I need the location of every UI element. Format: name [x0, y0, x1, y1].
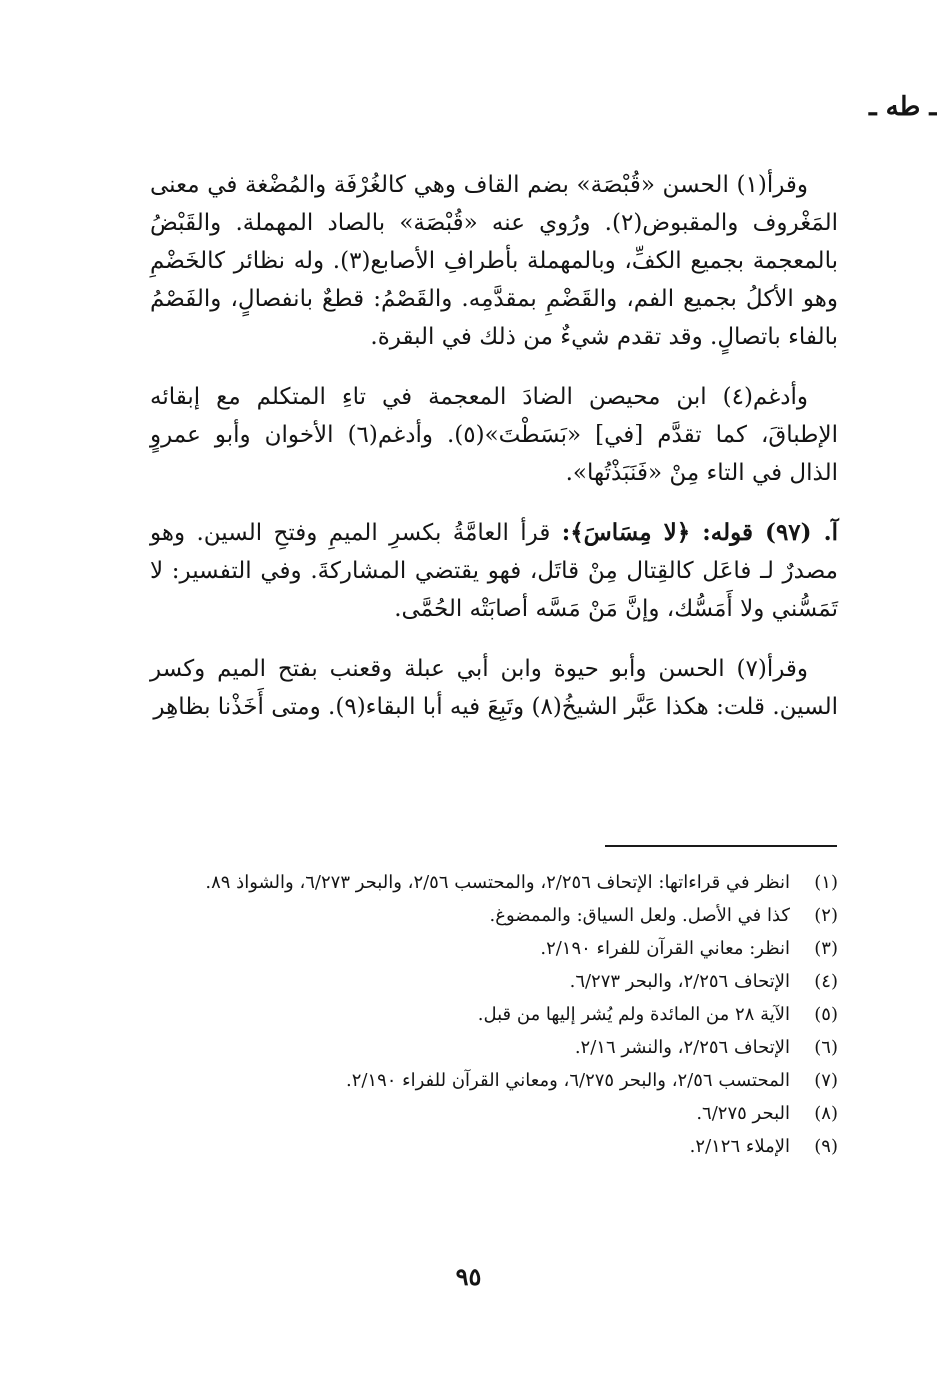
footnote-number: (٥): [814, 1004, 838, 1025]
footnote-item: [130, 932, 838, 965]
footnote-item: [130, 1064, 838, 1097]
footnote-item: [130, 1031, 838, 1064]
paragraph-idgham: وأدغم(٤) ابن محيصن الضادَ المعجمة في تاءِ المتكلم مع إبقائه الإطباقَ، كما تقدَّم [في] «بَسَطْتَ»(٥). وأدغم(٦) الأخوان وأبو عمروٍ الذال في التاء مِنْ «فَنَبَذْتُها».: [150, 384, 838, 486]
footnote-number: (٦): [814, 1037, 838, 1058]
footnote-item: [130, 1130, 838, 1163]
footnote-number: (٣): [814, 938, 838, 959]
footnote-text: البحر ٦/٢٧٥.: [696, 1103, 790, 1124]
footnote-item: [130, 965, 838, 998]
verse-reference: آ. (٩٧) قوله: ﴿لا مِسَاسَ﴾:: [561, 519, 839, 546]
footnote-number: (٩): [814, 1136, 838, 1157]
footnote-number: (٤): [814, 971, 838, 992]
footnote-number: (٨): [814, 1103, 838, 1124]
footnote-text: الإتحاف ٢/٢٥٦، والبحر ٦/٢٧٣.: [569, 971, 790, 992]
footnote-text: المحتسب ٢/٥٦، والبحر ٦/٢٧٥، ومعاني القرآن للفراء ٢/١٩٠.: [345, 1070, 790, 1091]
footnote-separator: [605, 845, 837, 847]
footnote-item: [130, 1097, 838, 1130]
footnotes-list: [130, 866, 838, 1163]
main-text: [150, 166, 838, 748]
footnote-number: (٧): [814, 1070, 838, 1091]
footnote-text: كذا في الأصل. ولعل السياق: والممضوغ.: [489, 905, 790, 926]
footnote-text: انظر في قراءاتها: الإتحاف ٢/٢٥٦، والمحتسب ٢/٥٦، والبحر ٦/٢٧٣، والشواذ ٨٩.: [205, 872, 790, 893]
footnote-text: الإملاء ٢/١٢٦.: [689, 1136, 790, 1157]
footnote-item: [130, 899, 838, 932]
footnote-text: الإتحاف ٢/٢٥٦، والنشر ٢/١٦.: [574, 1037, 790, 1058]
footnote-text: الآية ٢٨ من المائدة ولم يُشر إليها من قبل.: [477, 1004, 790, 1025]
paragraph-verse-97: [150, 514, 838, 628]
paragraph-qubsa: وقرأ(١) الحسن «قُبْصَة» بضم القاف وهي كالغُرْفَة والمُضْغة في معنى المَغْروف والمقبوض(٢). ورُوي عنه «قُبْصَة» بالصاد المهملة. والقَبْضُ بالمعجمة بجميع الكفِّ، وبالمهملة بأطرافِ الأصابع(٣). وله نظائر كالخَضْمِ وهو الأكلُ بجميع الفم، والقَضْمِ بمقدَّمِه. والقَصْمُ: قطعٌ بانفصالٍ، والفَصْمُ بالفاء باتصالٍ. وقد تقدم شيءٌ من ذلك في البقرة.: [150, 172, 839, 350]
footnote-item: [130, 866, 838, 899]
footnote-item: [130, 998, 838, 1031]
paragraph-qiraa: وقرأ(٧) الحسن وأبو حيوة وابن أبي عبلة وقعنب بفتح الميم وكسر السين. قلت: هكذا عَبَّر الشيخُ(٨) وتَبِعَ فيه أبا البقاء(٩). ومتى أَخَذْنا بظاهِر: [150, 656, 838, 720]
footnote-text: انظر: معاني القرآن للفراء ٢/١٩٠.: [540, 938, 790, 959]
footnote-number: (٢): [814, 905, 838, 926]
footnote-number: (١): [814, 872, 838, 893]
verse-commentary: قرأ العامَّةُ بكسرِ الميمِ وفتحِ السين. وهو مصدرٌ لـ فاعَل كالقِتال مِنْ قاتَل، فهو يقتضي المشاركةَ. وفي التفسير: لا تَمَسُّني ولا أَمَسُّك، وإنَّ مَنْ مَسَّه أصابَتْه الحُمَّى.: [150, 520, 838, 622]
running-header: ـ طه ـ: [869, 92, 937, 122]
page-number: ٩٥: [455, 1262, 482, 1291]
